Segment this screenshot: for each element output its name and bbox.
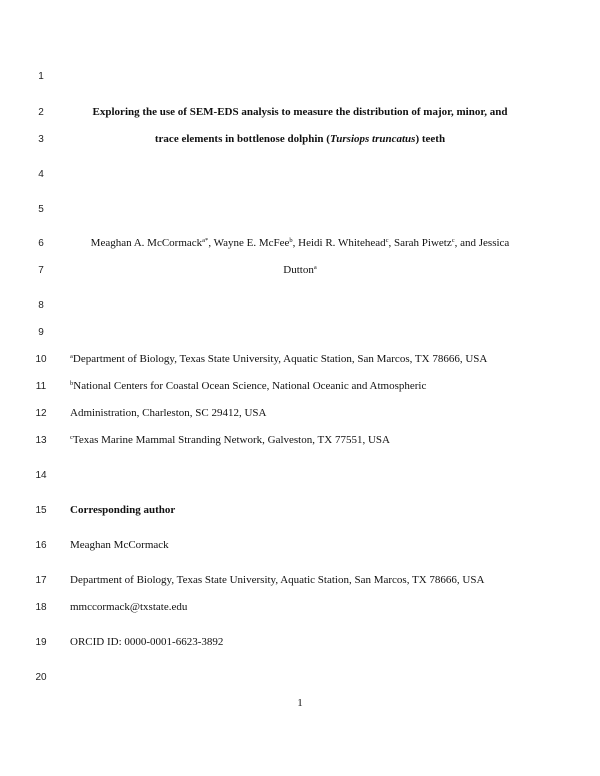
affiliation-mark: c [385, 237, 389, 244]
line-number: 19 [35, 637, 47, 648]
affiliation-mark: a [70, 353, 73, 360]
corresponding-address: Department of Biology, Texas State University, Aquatic Station, San Marcos, TX 78666, USA [70, 574, 485, 586]
author-list-cont [70, 263, 530, 277]
affiliation-a [70, 352, 487, 366]
line-number: 12 [35, 408, 47, 419]
line-number: 10 [35, 354, 47, 365]
affiliation-b [70, 379, 426, 393]
affiliation-text: Department of Biology, Texas State University, Aquatic Station, San Marcos, TX 78666, USA [72, 353, 488, 365]
page-number: 1 [297, 697, 303, 709]
affiliation-text: Administration, Charleston, SC 29412, USA [70, 407, 267, 419]
affiliation-mark: a [313, 264, 317, 271]
line-number: 3 [38, 134, 44, 145]
species-name: Tursiops truncatus [329, 133, 416, 145]
line-number: 4 [38, 169, 44, 180]
affiliation-mark: c [451, 237, 455, 244]
author-name: Meaghan A. McCormack [90, 237, 203, 249]
title-line-2 [70, 132, 530, 146]
author-name: , Sarah Piwetz [388, 237, 452, 249]
corresponding-orcid: ORCID ID: 0000-0001-6623-3892 [70, 636, 224, 648]
corresponding-heading: Corresponding author [70, 504, 176, 516]
affiliation-mark: c [70, 434, 73, 441]
title-text: Exploring the use of SEM-EDS analysis to measure the distribution of major, minor, and [92, 106, 508, 118]
corresponding-name: Meaghan McCormack [70, 539, 169, 551]
affiliation-mark: a* [202, 237, 209, 244]
affiliation-mark: b [289, 237, 293, 244]
line-number: 20 [35, 672, 47, 683]
author-name: , and Jessica [454, 237, 510, 249]
author-name: , Wayne E. McFee [208, 237, 290, 249]
corresponding-email: mmccormack@txstate.edu [70, 601, 188, 613]
line-number: 16 [35, 540, 47, 551]
affiliation-mark: b [70, 380, 74, 387]
author-name: , Heidi R. Whitehead [292, 237, 386, 249]
line-number: 15 [35, 505, 47, 516]
title-text: ) teeth [415, 133, 446, 145]
line-number: 7 [38, 265, 44, 276]
line-number: 8 [38, 300, 44, 311]
author-name: Dutton [283, 264, 314, 276]
line-number: 2 [38, 107, 44, 118]
line-number: 6 [38, 238, 44, 249]
affiliation-text: Texas Marine Mammal Stranding Network, Galveston, TX 77551, USA [72, 434, 390, 446]
affiliation-text: National Centers for Coastal Ocean Science, National Oceanic and Atmospheric [73, 380, 427, 392]
title-line-1 [70, 105, 530, 119]
line-number: 13 [35, 435, 47, 446]
title-text: trace elements in bottlenose dolphin ( [154, 133, 330, 145]
line-number: 17 [35, 575, 47, 586]
line-number: 5 [38, 204, 44, 215]
line-number: 9 [38, 327, 44, 338]
author-list [70, 236, 530, 250]
line-number: 14 [35, 470, 47, 481]
affiliation-c [70, 433, 390, 447]
line-number: 18 [35, 602, 47, 613]
line-number: 11 [35, 381, 47, 392]
affiliation-b-cont [70, 406, 266, 420]
line-number: 1 [38, 71, 44, 82]
